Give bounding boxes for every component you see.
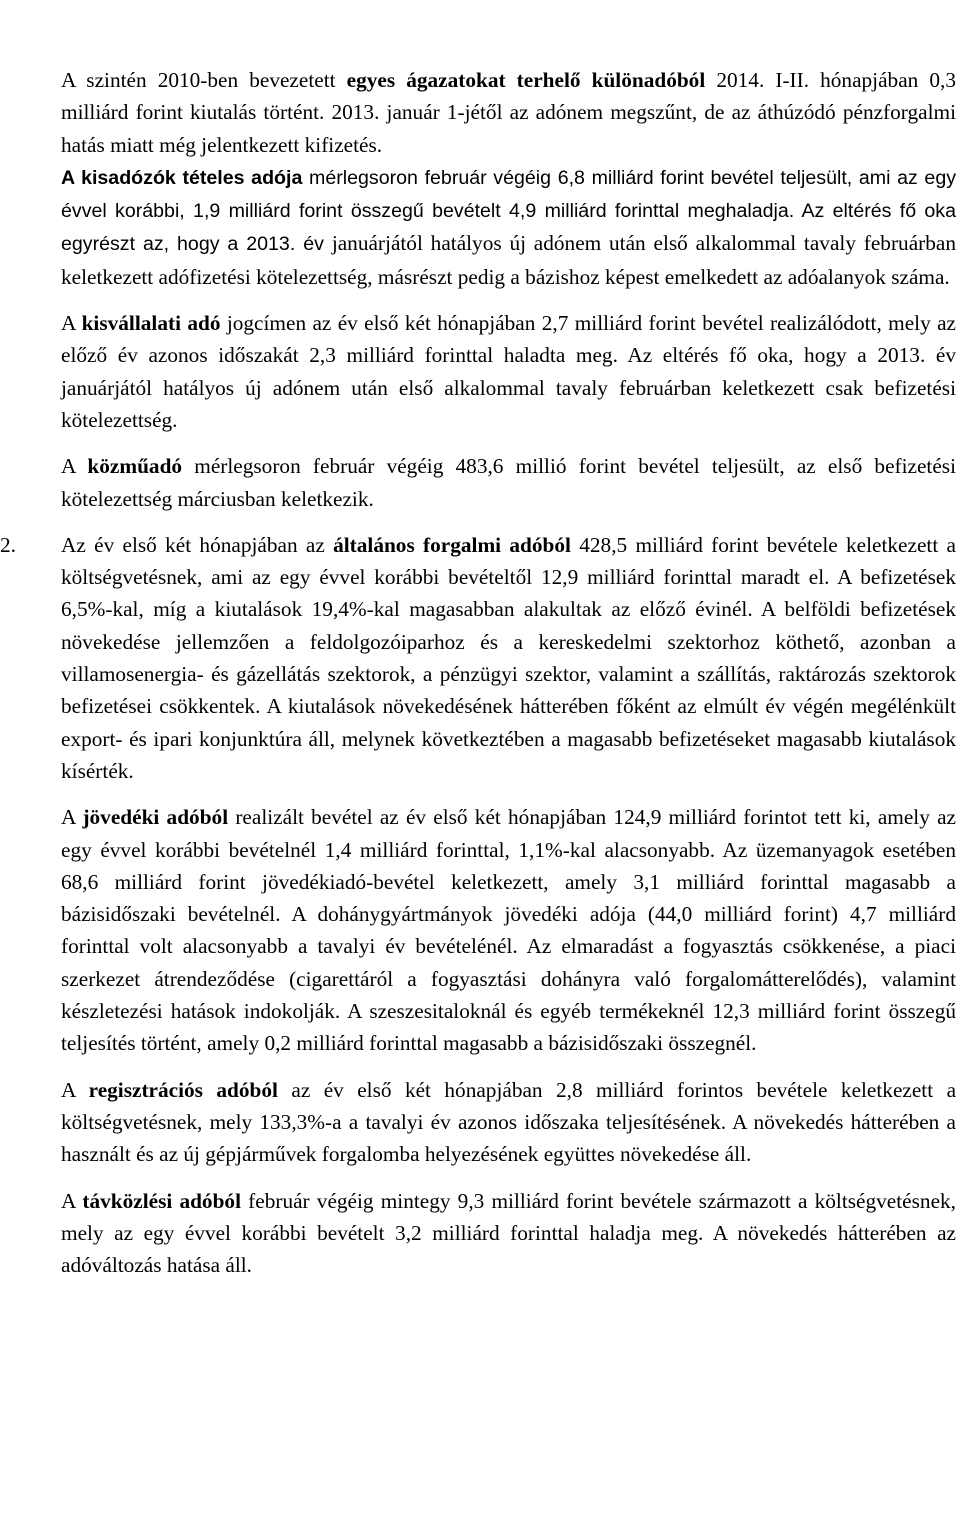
text: A szintén 2010-ben bevezetett [61, 68, 347, 92]
text: A [61, 1188, 83, 1213]
term-regisztracios: regisztrációs adóból [88, 1077, 278, 1102]
paragraph-kisvallalati [61, 307, 956, 436]
text: realizált bevétel az év első két hónapjában 124,9 milliárd forintot tett ki, amely az egy évvel korábbi bevételnél 1,4 milliárd forinttal, 1,1%-kal alacsonyabb. Az üzemanyagok esetében 68,6 milliárd forint jövedékiadó-bevétel keletkezett, amely 3,1 milliárd forinttal magasabb a bázisidőszaki bevételnél. A dohánygyártmányok jövedéki adója (44,0 milliárd forint) 4,7 milliárd forinttal volt alacsonyabb a tavalyi év bevételénél. Az elmaradást a fogyasztás csökkenése, a piaci szerkezet átrendeződése (cigarettáról a fogyasztási dohányra való forgalomátterelődés), valamint készletezési hatások indokolják. A szeszesitaloknál és egyéb termékeknél 12,3 milliárd forint összegű teljesítés történt, amely 0,2 milliárd forinttal magasabb a bázisidőszaki összegnél. [61, 805, 956, 1056]
term-afa: általános forgalmi adóból [333, 532, 571, 557]
paragraph-kisadozok [61, 161, 956, 293]
paragraph-afa [61, 529, 956, 787]
term-tavkozlesi: távközlési adóból [82, 1188, 241, 1213]
term-kozmuado: közműadó [87, 454, 183, 479]
text: A [61, 805, 83, 830]
term-kulonado: egyes ágazatokat terhelő különadóból [346, 68, 706, 92]
text: mérlegsoron február végéig 6,8 milliárd forint bevétel teljesült, ami az egy évvel korábbi, 1,9 milliárd forint összegű bevételt 4,9 milliárd forinttal meghaladja. Az eltérés fő oka egyrészt az, hogy a 2013. év [61, 166, 957, 256]
term-kisvallalati: kisvállalati adó [81, 311, 221, 336]
text: az év első két hónapjában 2,8 milliárd forintos bevétele keletkezett a költségvetésnek, mely 133,3%-a a tavalyi év azonos időszaka teljesítésének. A növekedés hátterében a használt és az új gépjárművek forgalomba helyezésének együttes növekedése áll. [61, 1077, 957, 1167]
paragraph-jovedeki [61, 801, 956, 1059]
paragraph-tavkozlesi [61, 1185, 956, 1282]
term-kisadozok: A kisadózók tételes adója [61, 166, 303, 189]
text: mérlegsoron február végéig 483,6 millió forint bevétel teljesült, az első befizetési kötelezettség márciusban keletkezik. [61, 454, 957, 511]
document-body [0, 64, 957, 1281]
text: A [61, 1077, 89, 1102]
list-marker: 2. [0, 532, 16, 557]
text: február végéig mintegy 9,3 milliárd forint bevétele származott a költségvetésnek, mely az egy évvel korábbi bevételt 3,2 milliárd forinttal haladja meg. A növekedés hátterében az adóváltozás hatása áll. [61, 1188, 956, 1278]
list-item-afa [0, 529, 956, 787]
text: A [61, 311, 82, 336]
text: A [61, 454, 88, 479]
paragraph-regisztracios [61, 1074, 956, 1171]
paragraph-kozmuado [61, 450, 956, 515]
text: januárjától hatályos új adónem után első alkalommal tavaly februárban keletkezett adófizetési kötelezettség, másrészt pedig a bázishoz képest emelkedett az adóalanyok száma. [61, 231, 956, 289]
term-jovedeki: jövedéki adóból [82, 805, 229, 830]
text: jogcímen az év első két hónapjában 2,7 milliárd forint bevétel realizálódott, mely az előző év azonos időszakát 2,3 milliárd forinttal haladta meg. Az eltérés fő oka, hogy a 2013. év januárjától hatályos új adónem után első alkalommal tavaly februárban keletkezett csak befizetési kötelezettség. [61, 311, 957, 432]
text: 2014. I-II. hónapjában 0,3 milliárd forint kiutalás történt. 2013. január 1-jétől az adónem megszűnt, de az áthúzódó pénzforgalmi hatás miatt még jelentkezett kifizetés. [61, 68, 957, 157]
text: 428,5 milliárd forint bevétele keletkezett a költségvetésnek, ami az egy évvel korábbi bevételtől 12,9 milliárd forinttal maradt el. A befizetések 6,5%-kal, míg a kiutalások 19,4%-kal magasabban alakultak az előző évinél. A belföldi befizetések növekedése jellemzően a feldolgozóiparhoz és a kereskedelmi szektorhoz köthető, azonban a villamosenergia- és gázellátás szektorok, a pénzügyi szektor, valamint a szállítás, raktározás szektorok befizetései csökkentek. A kiutalások növekedésének hátterében főként az elmúlt év végén megélénkült export- és ipari konjunktúra áll, melynek következtében a magasabb befizetéseket magasabb kiutalások kísérték. [61, 532, 956, 783]
paragraph-kulonado [61, 64, 956, 161]
text: Az év első két hónapjában az [61, 532, 334, 557]
